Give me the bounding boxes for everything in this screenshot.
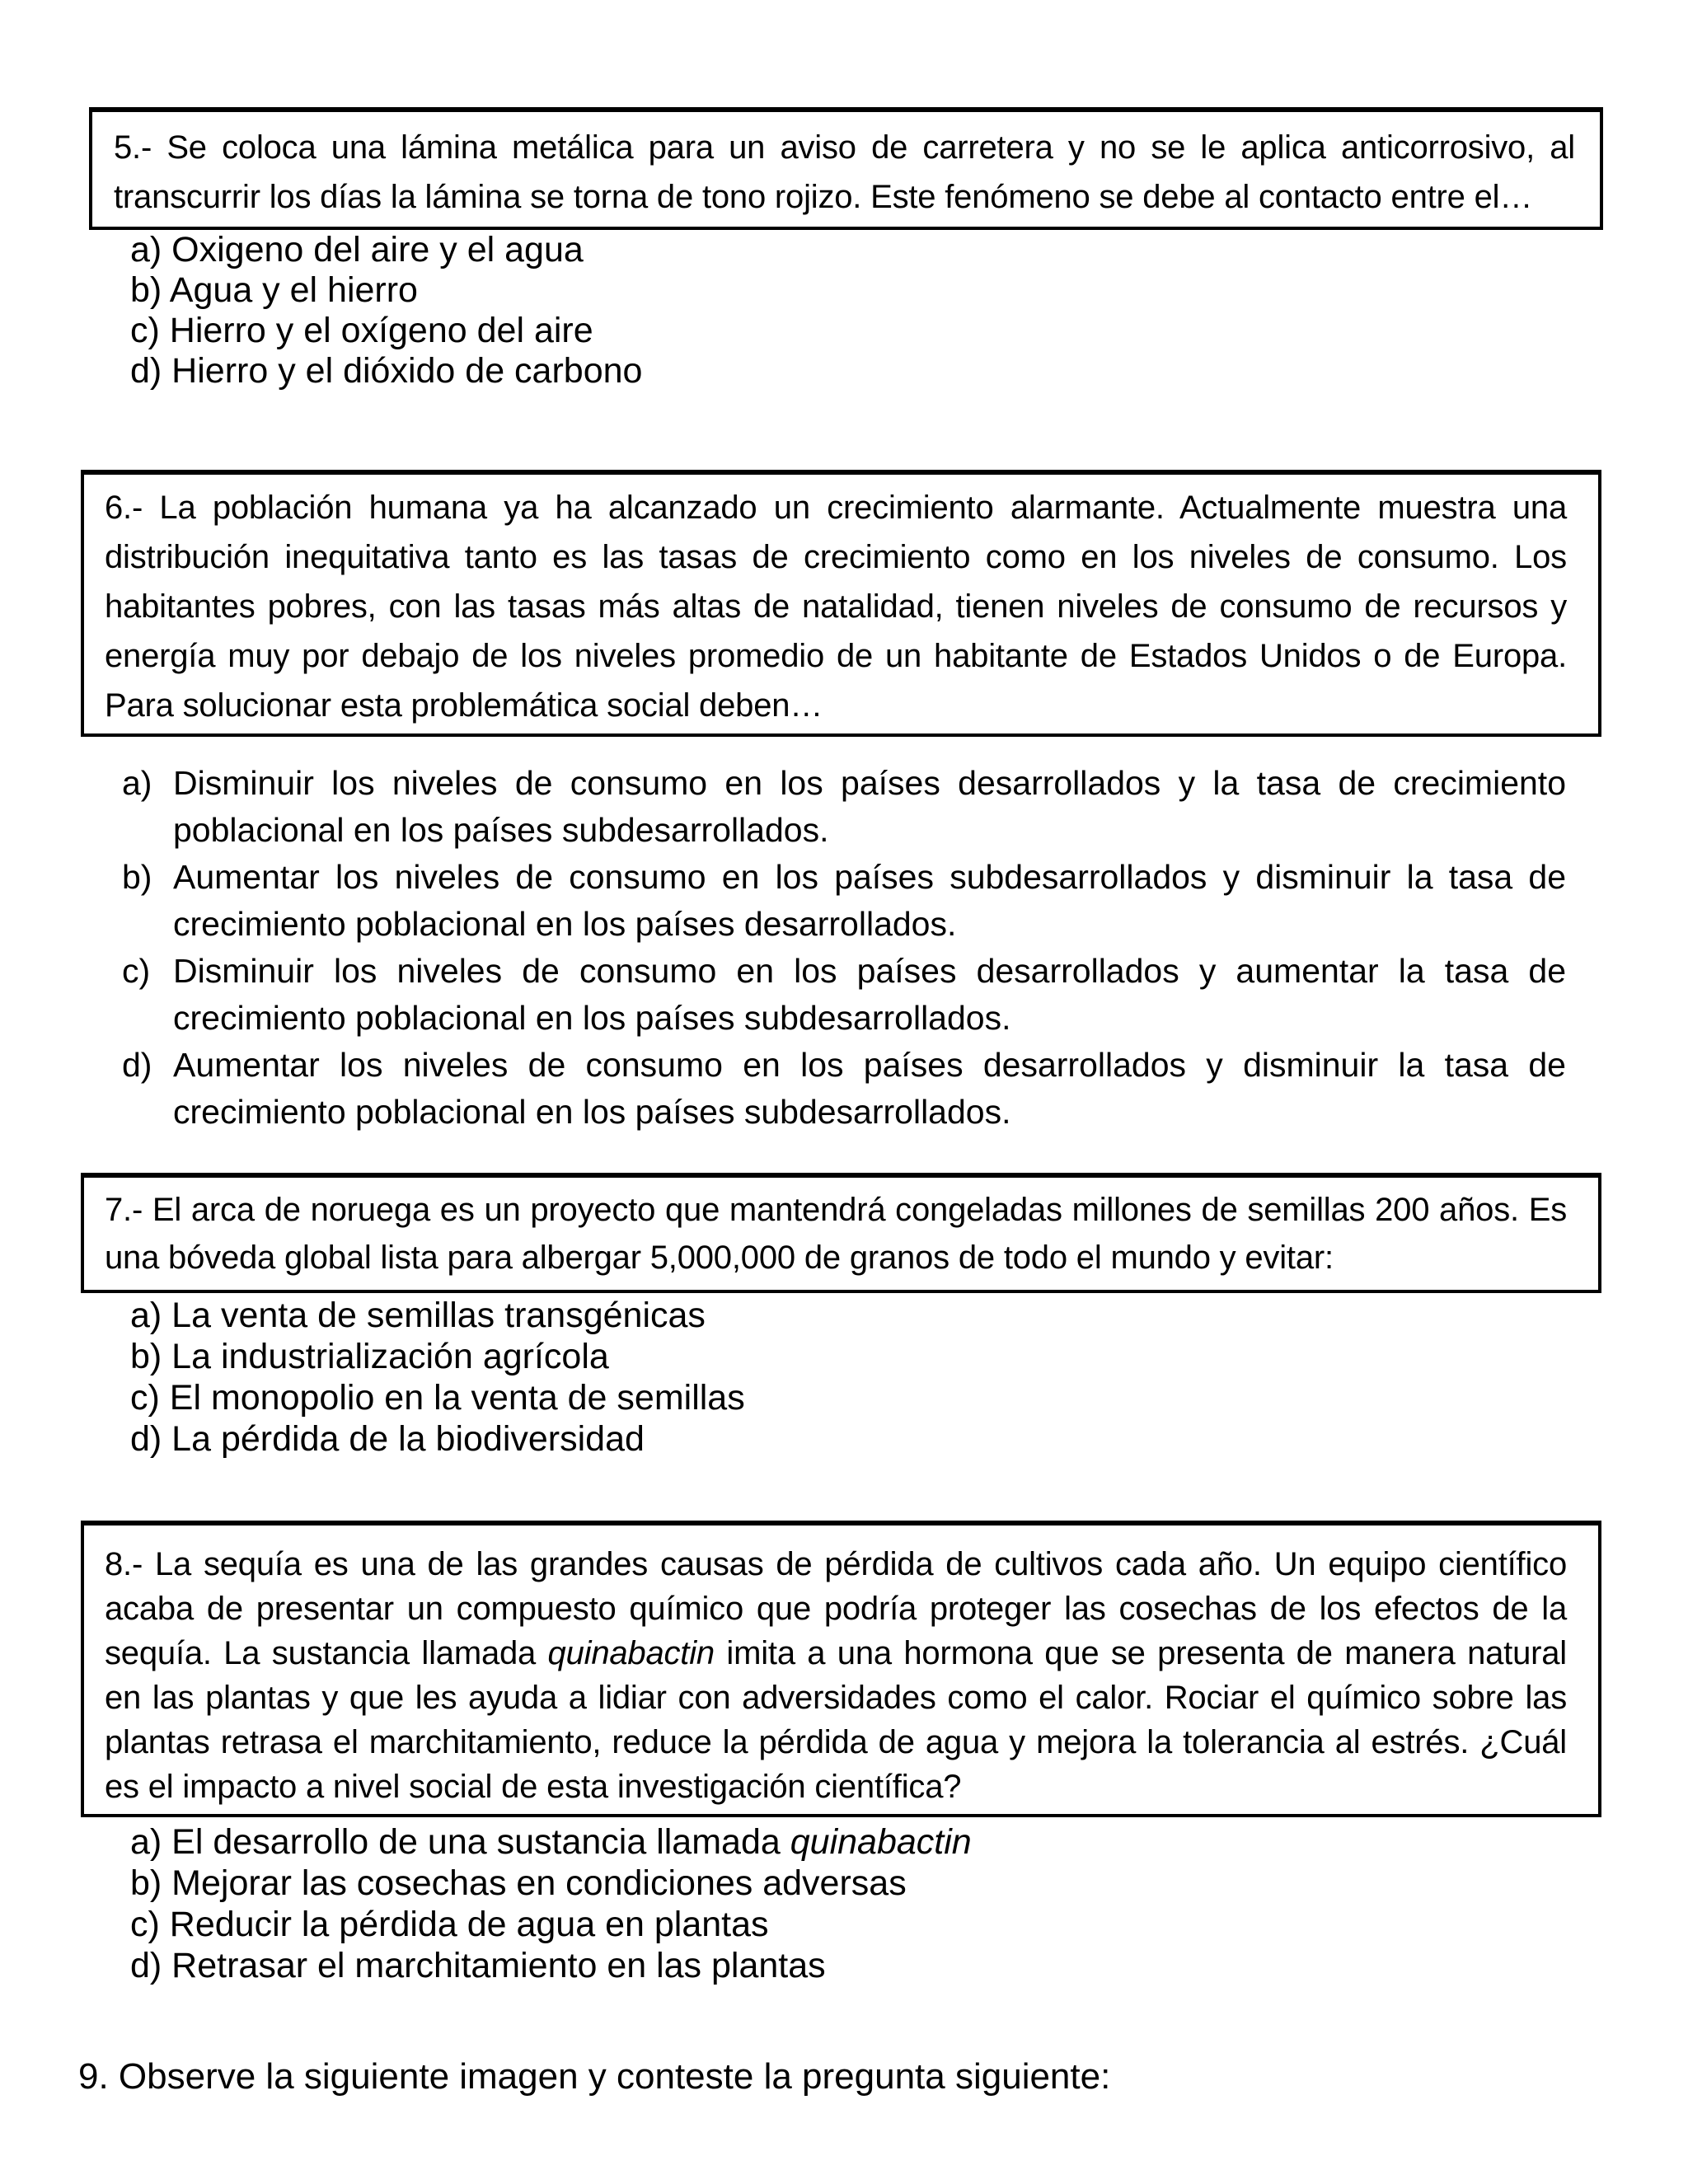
question-7-option-a: a) La venta de semillas transgénicas — [130, 1296, 706, 1335]
question-6-option-b — [122, 854, 1566, 948]
question-7-options — [130, 1295, 745, 1460]
question-6-prompt: 6.- La población humana ya ha alcanzado un crecimiento alarmante. Actualmente muestra una distribución inequitativa tanto es las tasas de crecimiento como en los niveles de consumo. Los habitantes pobres, con las tasas más altas de natalidad, tienen niveles de consumo de recursos y energía muy por debajo de los niveles promedio de un habitante de Estados Unidos o de Europa. Para solucionar esta problemática social deben… — [105, 490, 1567, 724]
question-7-option-b: b) La industrialización agrícola — [130, 1337, 609, 1376]
question-6-option-c — [122, 948, 1566, 1042]
question-7-option-c: c) El monopolio en la venta de semillas — [130, 1378, 745, 1418]
question-7-box — [81, 1173, 1601, 1293]
question-8-prompt: 8.- La sequía es una de las grandes causas de pérdida de cultivos cada año. Un equipo científico acaba de presentar un compuesto químico que podría proteger las cosechas de los efectos de la sequía. La sustancia llamada quinabactin imita a una hormona que se presenta de manera natural en las plantas y que les ayuda a lidiar con adversidades como el calor. Rociar el químico sobre las plantas retrasa el marchitamiento, reduce la pérdida de agua y mejora la tolerancia al estrés. ¿Cuál es el impacto a nivel social de esta investigación científica? — [105, 1546, 1567, 1805]
question-5-option-b: b) Agua y el hierro — [130, 270, 418, 310]
option-text: Aumentar los niveles de consumo en los países subdesarrollados y disminuir la tasa de crecimiento poblacional en los países desarrollados. — [173, 858, 1566, 943]
question-6-option-a — [122, 760, 1566, 854]
question-8-option-a: a) El desarrollo de una sustancia llamada quinabactin — [130, 1822, 972, 1862]
question-5-option-c: c) Hierro y el oxígeno del aire — [130, 311, 593, 350]
question-8-options — [130, 1821, 972, 1986]
option-marker: b) — [122, 858, 152, 896]
option-marker: c) — [122, 952, 151, 990]
option-text: Disminuir los niveles de consumo en los países desarrollados y la tasa de crecimiento poblacional en los países subdesarrollados. — [173, 764, 1566, 849]
question-8-option-d: d) Retrasar el marchitamiento en las plantas — [130, 1946, 826, 1985]
question-7-option-d: d) La pérdida de la biodiversidad — [130, 1419, 645, 1459]
question-6-option-d — [122, 1042, 1566, 1136]
question-6-box — [81, 470, 1601, 737]
question-5-option-a: a) Oxigeno del aire y el agua — [130, 230, 584, 269]
question-9-leadin: 9. Observe la siguiente imagen y conteste la pregunta siguiente: — [78, 2056, 1111, 2097]
question-5-option-d: d) Hierro y el dióxido de carbono — [130, 351, 643, 391]
question-5-options — [130, 230, 642, 391]
option-text: Aumentar los niveles de consumo en los países desarrollados y disminuir la tasa de crecimiento poblacional en los países subdesarrollados. — [173, 1046, 1566, 1131]
question-8-box — [81, 1521, 1601, 1817]
question-5-prompt: 5.- Se coloca una lámina metálica para un aviso de carretera y no se le aplica anticorrosivo, al transcurrir los días la lámina se torna de tono rojizo. Este fenómeno se debe al contacto entre el… — [114, 129, 1575, 215]
question-5-box — [89, 107, 1603, 230]
question-8-option-b: b) Mejorar las cosechas en condiciones adversas — [130, 1863, 907, 1903]
option-marker: a) — [122, 764, 152, 802]
question-6-options — [122, 760, 1566, 1136]
option-text: Disminuir los niveles de consumo en los países desarrollados y aumentar la tasa de crecimiento poblacional en los países subdesarrollados. — [173, 952, 1566, 1037]
question-8-option-c: c) Reducir la pérdida de agua en plantas — [130, 1905, 769, 1944]
question-7-prompt: 7.- El arca de noruega es un proyecto que mantendrá congeladas millones de semillas 200 años. Es una bóveda global lista para albergar 5,000,000 de granos de todo el mundo y evitar: — [105, 1192, 1567, 1276]
option-marker: d) — [122, 1046, 152, 1084]
